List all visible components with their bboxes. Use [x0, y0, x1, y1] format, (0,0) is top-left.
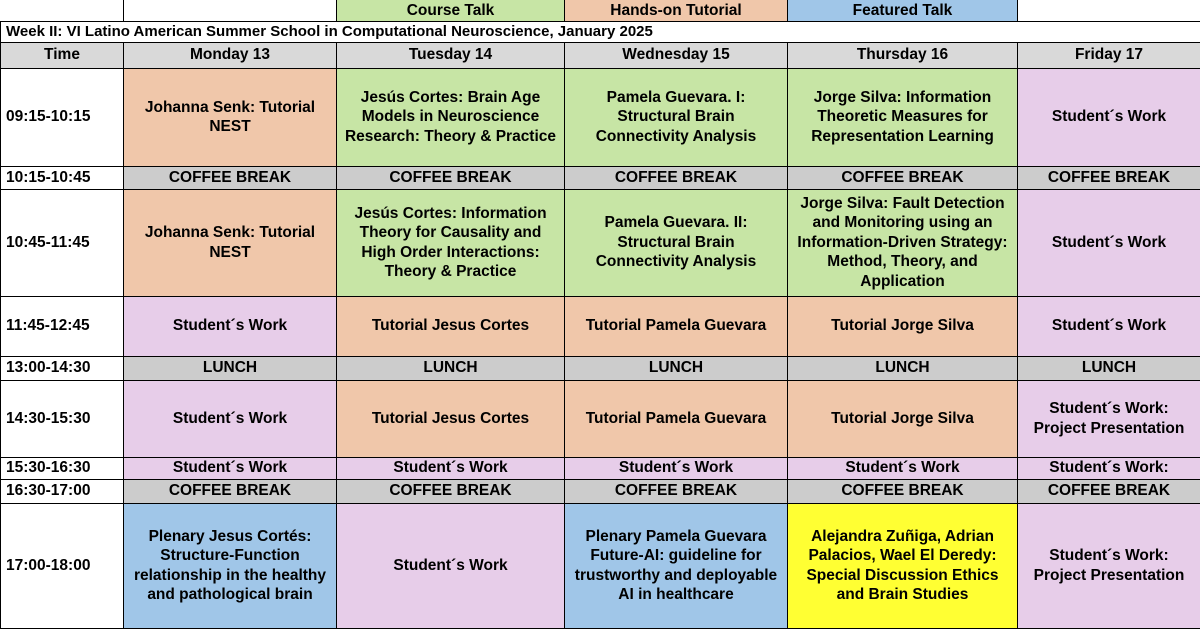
session-cell: COFFEE BREAK: [565, 479, 788, 503]
session-cell: Jesús Cortes: Brain Age Models in Neuroscience Research: Theory & Practice: [337, 68, 565, 166]
session-cell: Student´s Work: [565, 457, 788, 479]
header-row: [1, 42, 1200, 68]
schedule-row: [1, 166, 1200, 189]
session-cell: LUNCH: [337, 356, 565, 380]
session-cell: Tutorial Jorge Silva: [788, 380, 1018, 457]
schedule-row: [1, 457, 1200, 479]
session-cell: Tutorial Jorge Silva: [788, 296, 1018, 356]
time-cell: 11:45-12:45: [1, 296, 124, 356]
session-cell: Student´s Work: [1018, 296, 1200, 356]
session-cell: Alejandra Zuñiga, Adrian Palacios, Wael El Deredy: Special Discussion Ethics and Brain Studies: [788, 503, 1018, 628]
session-cell: COFFEE BREAK: [337, 479, 565, 503]
session-cell: Student´s Work: [124, 296, 337, 356]
title-row: [1, 21, 1200, 42]
session-cell: Tutorial Jesus Cortes: [337, 380, 565, 457]
schedule-row: [1, 189, 1200, 296]
session-cell: COFFEE BREAK: [1018, 166, 1200, 189]
session-cell: Student´s Work: [1018, 189, 1200, 296]
time-cell: 09:15-10:15: [1, 68, 124, 166]
time-cell: 14:30-15:30: [1, 380, 124, 457]
schedule-title: Week II: VI Latino American Summer School in Computational Neuroscience, January 2025: [1, 21, 1200, 42]
legend-course-talk: Course Talk: [337, 0, 565, 21]
header-thursday: Thursday 16: [788, 42, 1018, 68]
time-cell: 17:00-18:00: [1, 503, 124, 628]
session-cell: COFFEE BREAK: [565, 166, 788, 189]
schedule-row: [1, 503, 1200, 628]
schedule-row: [1, 356, 1200, 380]
session-cell: Plenary Pamela Guevara Future-AI: guideline for trustworthy and deployable AI in healthcare: [565, 503, 788, 628]
session-cell: Student´s Work: Project Presentation: [1018, 503, 1200, 628]
session-cell: COFFEE BREAK: [124, 479, 337, 503]
session-cell: Tutorial Pamela Guevara: [565, 380, 788, 457]
session-cell: Plenary Jesus Cortés: Structure-Function relationship in the healthy and pathological brain: [124, 503, 337, 628]
legend-hands-on-tutorial: Hands-on Tutorial: [565, 0, 788, 21]
time-cell: 16:30-17:00: [1, 479, 124, 503]
legend-blank-cell: [1, 0, 124, 21]
session-cell: Tutorial Jesus Cortes: [337, 296, 565, 356]
time-cell: 15:30-16:30: [1, 457, 124, 479]
header-monday: Monday 13: [124, 42, 337, 68]
session-cell: Jorge Silva: Fault Detection and Monitoring using an Information-Driven Strategy: Method, Theory, and Application: [788, 189, 1018, 296]
time-cell: 10:45-11:45: [1, 189, 124, 296]
header-tuesday: Tuesday 14: [337, 42, 565, 68]
legend-featured-talk: Featured Talk: [788, 0, 1018, 21]
session-cell: COFFEE BREAK: [1018, 479, 1200, 503]
legend-blank-cell: [1018, 0, 1200, 21]
session-cell: Student´s Work:: [1018, 457, 1200, 479]
time-cell: 13:00-14:30: [1, 356, 124, 380]
header-time: Time: [1, 42, 124, 68]
session-cell: COFFEE BREAK: [788, 479, 1018, 503]
legend-row: [1, 0, 1200, 21]
session-cell: Student´s Work: [1018, 68, 1200, 166]
session-cell: Student´s Work: [337, 457, 565, 479]
session-cell: COFFEE BREAK: [788, 166, 1018, 189]
legend-blank-cell: [124, 0, 337, 21]
session-cell: Student´s Work: [788, 457, 1018, 479]
schedule-row: [1, 68, 1200, 166]
header-wednesday: Wednesday 15: [565, 42, 788, 68]
session-cell: LUNCH: [124, 356, 337, 380]
session-cell: LUNCH: [1018, 356, 1200, 380]
session-cell: LUNCH: [565, 356, 788, 380]
header-friday: Friday 17: [1018, 42, 1200, 68]
session-cell: COFFEE BREAK: [337, 166, 565, 189]
session-cell: COFFEE BREAK: [124, 166, 337, 189]
session-cell: Student´s Work: Project Presentation: [1018, 380, 1200, 457]
session-cell: Johanna Senk: Tutorial NEST: [124, 189, 337, 296]
time-cell: 10:15-10:45: [1, 166, 124, 189]
session-cell: LUNCH: [788, 356, 1018, 380]
session-cell: Johanna Senk: Tutorial NEST: [124, 68, 337, 166]
session-cell: Jorge Silva: Information Theoretic Measures for Representation Learning: [788, 68, 1018, 166]
session-cell: Student´s Work: [124, 380, 337, 457]
session-cell: Jesús Cortes: Information Theory for Causality and High Order Interactions: Theory & Practice: [337, 189, 565, 296]
session-cell: Tutorial Pamela Guevara: [565, 296, 788, 356]
session-cell: Student´s Work: [124, 457, 337, 479]
schedule-row: [1, 380, 1200, 457]
schedule-row: [1, 479, 1200, 503]
schedule-row: [1, 296, 1200, 356]
session-cell: Student´s Work: [337, 503, 565, 628]
session-cell: Pamela Guevara. II: Structural Brain Connectivity Analysis: [565, 189, 788, 296]
session-cell: Pamela Guevara. I: Structural Brain Connectivity Analysis: [565, 68, 788, 166]
